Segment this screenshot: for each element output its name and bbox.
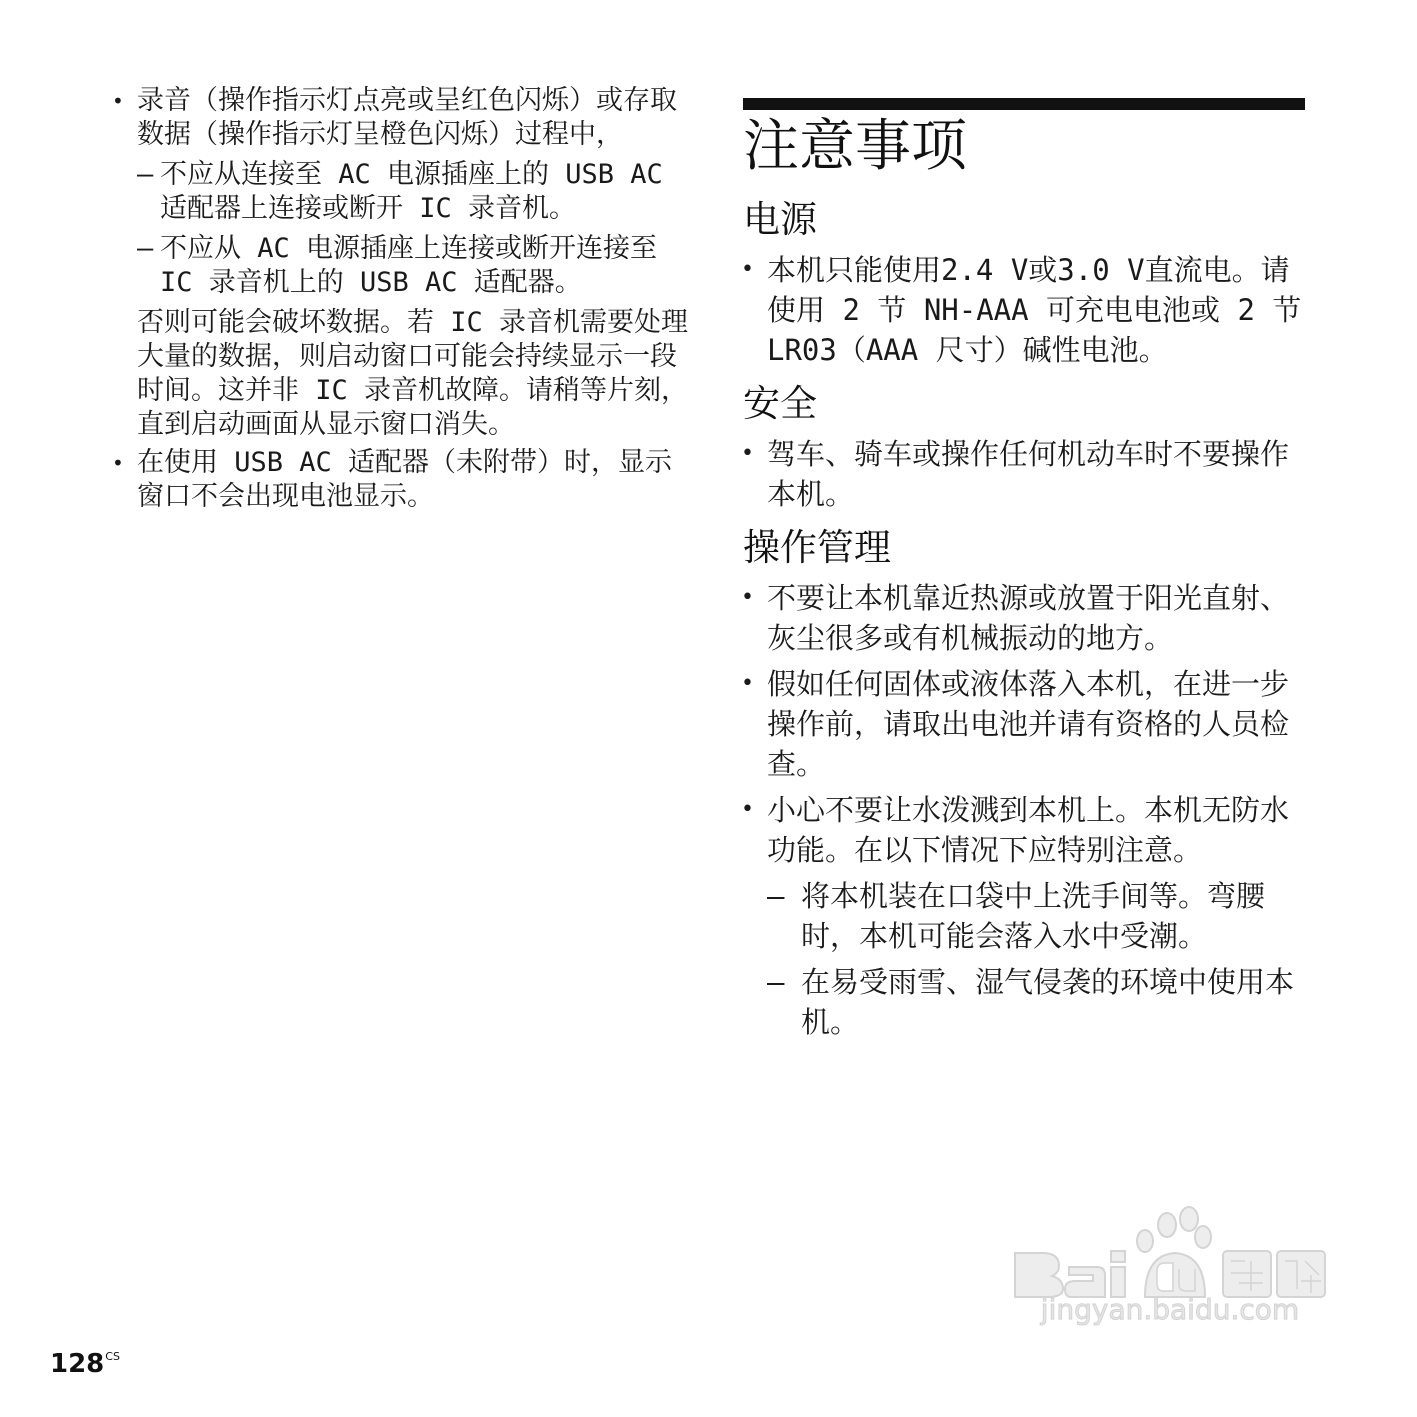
list-item-text: 在使用 USB AC 适配器（未附带）时，显示窗口不会出现电池显示。 bbox=[137, 447, 673, 512]
list-item-text: 本机只能使用2.4 V或3.0 V直流电。请使用 2 节 NH-AAA 可充电电池或 2 节 LR03（AAA 尺寸）碱性电池。 bbox=[767, 253, 1302, 367]
continuation-paragraph: 否则可能会破坏数据。若 IC 录音机需要处理大量的数据，则启动窗口可能会持续显示一段时间。这并非 IC 录音机故障。请稍等片刻，直到启动画面从显示窗口消失。 bbox=[137, 307, 689, 440]
list-item-text: 假如任何固体或液体落入本机，在进一步操作前，请取出电池并请有资格的人员检查。 bbox=[767, 667, 1290, 781]
watermark-url: jingyan.baidu.com bbox=[1040, 1293, 1300, 1326]
list-item bbox=[743, 434, 1305, 514]
logo-letter-d bbox=[1157, 1263, 1173, 1291]
list-item bbox=[743, 664, 1305, 784]
section-rule bbox=[743, 98, 1305, 110]
section-heading-handling: 操作管理 bbox=[743, 526, 891, 569]
section-heading-safety: 安全 bbox=[743, 382, 817, 425]
sub-list-item bbox=[137, 158, 690, 226]
sub-list-item-text: 在易受雨雪、湿气侵袭的环境中使用本机。 bbox=[801, 965, 1295, 1039]
page-title: 注意事项 bbox=[743, 114, 967, 179]
list-item bbox=[743, 578, 1305, 658]
page-number bbox=[50, 1349, 120, 1379]
list-item bbox=[743, 790, 1305, 1042]
paw-toe bbox=[1158, 1213, 1176, 1237]
paw-toe bbox=[1180, 1207, 1198, 1231]
section-heading-power: 电源 bbox=[743, 198, 817, 241]
list-item-text: 录音（操作指示灯点亮或呈红色闪烁）或存取数据（操作指示灯呈橙色闪烁）过程中， bbox=[137, 85, 677, 150]
sub-list-item bbox=[137, 232, 690, 300]
sub-list-item bbox=[767, 876, 1305, 956]
baidu-logo bbox=[1005, 1205, 1335, 1300]
sub-list-item-text: 不应从 AC 电源插座上连接或断开连接至 IC 录音机上的 USB AC 适配器。 bbox=[160, 233, 658, 298]
sub-list-item-text: 不应从连接至 AC 电源插座上的 USB AC 适配器上连接或断开 IC 录音机。 bbox=[160, 159, 663, 224]
list-item-text: 不要让本机靠近热源或放置于阳光直射、灰尘很多或有机械振动的地方。 bbox=[767, 581, 1290, 655]
page-number-suffix: CS bbox=[105, 1350, 120, 1363]
sub-list-item-text: 将本机装在口袋中上洗手间等。弯腰时，本机可能会落入水中受潮。 bbox=[801, 879, 1266, 953]
logo-char-jing bbox=[1223, 1251, 1271, 1297]
logo-letter-i-dot bbox=[1111, 1251, 1125, 1262]
list-item bbox=[110, 84, 690, 442]
dash-marker: – bbox=[767, 965, 785, 999]
logo-letter-b bbox=[1015, 1253, 1063, 1297]
list-item-text: 小心不要让水泼溅到本机上。本机无防水功能。在以下情况下应特别注意。 bbox=[767, 793, 1290, 867]
dash-marker: – bbox=[137, 233, 154, 264]
right-column bbox=[743, 98, 1305, 1048]
list-item bbox=[743, 250, 1305, 370]
list-item bbox=[110, 446, 690, 514]
sub-list-item bbox=[767, 962, 1305, 1042]
paw-toe bbox=[1137, 1230, 1153, 1252]
paw-pad bbox=[1145, 1253, 1205, 1297]
dash-marker: – bbox=[767, 879, 785, 913]
baidu-watermark bbox=[1005, 1205, 1335, 1365]
page-number-value: 128 bbox=[50, 1349, 105, 1379]
left-column bbox=[110, 84, 690, 518]
paw-toe bbox=[1195, 1226, 1211, 1248]
list-item-text: 驾车、骑车或操作任何机动车时不要操作本机。 bbox=[767, 437, 1290, 511]
dash-marker: – bbox=[137, 159, 154, 190]
